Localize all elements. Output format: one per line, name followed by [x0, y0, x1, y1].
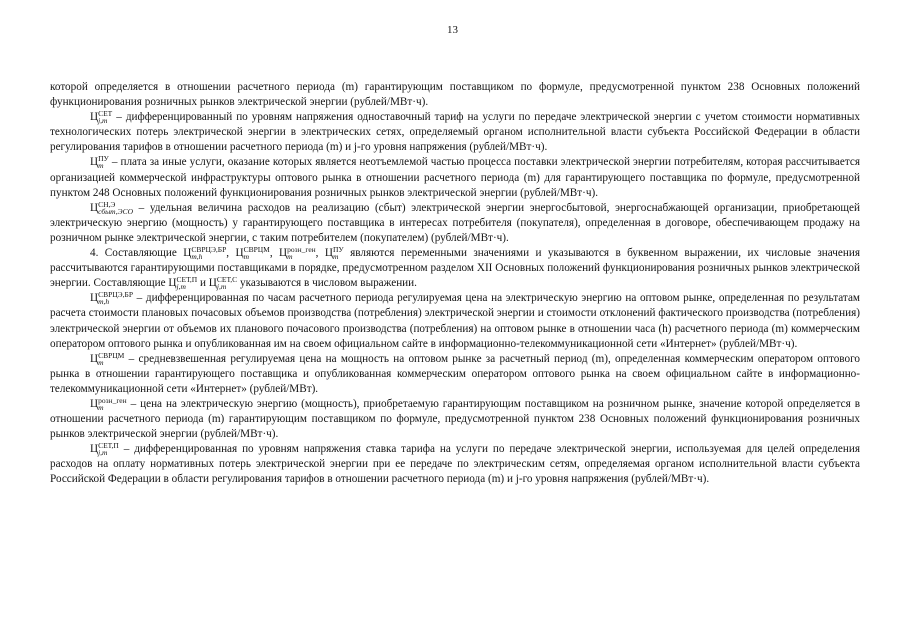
- paragraph-text: являются переменными значениями и указываются в буквенном выражении, их числовые значения рассчитываются гарантирующими поставщиками в порядке, предусмотренном разделом XII Основных положений функционирования розничных рынков электрической энергии. Составляющие: [50, 247, 861, 290]
- formula-symbol: [90, 395, 127, 412]
- formula-symbol: [90, 154, 109, 171]
- symbol-superscript: СВРЦЭ,БР: [98, 290, 133, 300]
- symbol-superscript: ПУ: [98, 154, 109, 164]
- formula-symbol: [168, 275, 198, 292]
- page-number: 13: [447, 24, 458, 36]
- symbol-subscript: j,m: [176, 282, 186, 292]
- symbol-subscript: m: [287, 252, 293, 262]
- symbol-superscript: розн_ген: [98, 395, 127, 405]
- paragraph: [50, 246, 860, 291]
- paragraph-text: ,: [315, 247, 325, 260]
- symbol-base: Ц: [90, 292, 99, 305]
- symbol-base: Ц: [235, 247, 244, 260]
- symbol-base: Ц: [324, 247, 333, 260]
- symbol-superscript: СВРЦМ: [243, 245, 270, 255]
- formula-symbol: [183, 245, 227, 262]
- paragraph-text: и: [197, 277, 209, 290]
- symbol-base: Ц: [183, 247, 192, 260]
- symbol-base: Ц: [168, 277, 177, 290]
- symbol-subscript: j,m: [216, 282, 227, 292]
- symbol-superscript: СЕТ,П: [98, 441, 119, 451]
- symbol-subscript: m: [243, 252, 249, 262]
- symbol-subscript: j,m: [98, 116, 108, 126]
- paragraph-text: – цена на электрическую энергию (мощность), приобретаемую гарантирующим поставщиком на розничном рынке, значение которой определяется в отношении расчетного периода (m) гарантирующим поставщиком по формуле, предусмотренной пунктом 238 Основных положений функционирования розничных рынков электрической энергии (рублей/МВт·ч).: [50, 397, 860, 441]
- paragraph-text: – дифференцированная по уровням напряжения ставка тарифа на услуги по передаче электрической энергии, используемая для целей определения расходов на оплату нормативных потерь электрической энергии при ее передаче по электрическим сетям, определяемая органом исполнительной власти субъекта Российской Федерации в области регулирования тарифов в отношении расчетного периода (m) и j-го уровня напряжения (рублей/МВт·ч).: [50, 443, 860, 486]
- formula-symbol: [90, 350, 125, 367]
- symbol-subscript: m: [98, 402, 104, 412]
- paragraph-text: – удельная величина расходов на реализацию (сбыт) электрической энергии энергосбытовой, энергоснабжающей организации, приобретающей электрическую энергию (мощность) у гарантирующего поставщика в интересах потребителя (покупателя), определенная в договоре, обеспечивающем продажу на розничном рынке электрической энергии, с таким потребителем (покупателем) (рублей/МВт·ч).: [50, 201, 860, 244]
- paragraph: [50, 397, 860, 442]
- symbol-superscript: СВРЦЭ,БР: [191, 245, 227, 255]
- paragraph: [50, 352, 860, 397]
- paragraph-text: – средневзвешенная регулируемая цена на мощность на оптовом рынке за расчетный период (m), определенная коммерческим оператором оптового рынка в отношении гарантирующего поставщика и опубликованная коммерческим оператором оптового рынка на своем официальном сайте в информационно-телекоммуникационной сети «Интернет» (рублей/МВт).: [50, 352, 860, 395]
- symbol-base: Ц: [90, 201, 99, 214]
- paragraph-text: указываются в числовом выражении.: [237, 277, 417, 290]
- symbol-superscript: СЕТ,П: [176, 275, 198, 285]
- symbol-superscript: розн_ген: [287, 245, 316, 255]
- paragraph-text: – дифференцированная по часам расчетного периода регулируемая цена на электрическую энергию на оптовом рынке, определенная по результатам расчета стоимости плановых почасовых объемов производства (потребления) электрической энергии и стоимости отклонений фактического производства (потребления) электрической энергии от объемов их планового почасового производства (потребления) на оптовом рынке в отношении часа (h) расчетного периода (m) коммерческим оператором оптового рынка и опубликованная им на своем официальном сайте в информационно-телекоммуникационной сети «Интернет» (рублей/МВт·ч).: [50, 292, 860, 350]
- symbol-base: Ц: [90, 352, 99, 365]
- formula-symbol: [90, 109, 113, 126]
- formula-symbol: [324, 245, 344, 262]
- paragraph: [50, 155, 860, 200]
- symbol-subscript: m,h: [98, 297, 110, 307]
- symbol-superscript: СВРЦМ: [98, 350, 125, 360]
- symbol-base: Ц: [208, 277, 217, 290]
- formula-symbol: [279, 245, 316, 262]
- symbol-base: Ц: [90, 397, 99, 410]
- symbol-base: Ц: [90, 156, 99, 169]
- symbol-subscript: m: [332, 252, 339, 262]
- symbol-subscript: m: [98, 357, 104, 367]
- paragraph-text: – плата за иные услуги, оказание которых является неотъемлемой частью процесса поставки электрической энергии потребителям, которая рассчитывается организацией коммерческой инфраструктуры оптового рынка в отношении расчетного периода (m) для гарантирующего поставщика по формуле, предусмотренной пунктом 248 Основных положений функционирования розничных рынков электрической энергии (рублей/МВт·ч).: [50, 156, 860, 199]
- paragraph-text: 4. Составляющие: [90, 247, 184, 260]
- paragraph: [50, 442, 860, 487]
- symbol-base: Ц: [90, 443, 99, 456]
- formula-symbol: [90, 441, 119, 458]
- symbol-subscript: j,m: [98, 448, 108, 458]
- symbol-subscript: сбыт,ЭСО: [98, 206, 133, 216]
- paragraph-text: ,: [226, 247, 236, 260]
- formula-symbol: [208, 275, 238, 292]
- symbol-superscript: СЕТ,С: [216, 275, 238, 285]
- paragraph-text: которой определяется в отношении расчетного периода (m) гарантирующим поставщиком по формуле, предусмотренной пунктом 238 Основных положений функционирования розничных рынков электрической энергии (рублей/МВт·ч).: [50, 81, 860, 109]
- paragraph-text: – дифференцированный по уровням напряжения одноставочный тариф на услуги по передаче электрической энергии с учетом стоимости нормативных технологических потерь электрической энергии в электрических сетях, определяемый органом исполнительной власти субъекта Российской Федерации в области регулирования тарифов в отношении расчетного периода (m) и j-го уровня напряжения (рублей/МВт·ч).: [50, 111, 860, 154]
- paragraph: [50, 291, 860, 351]
- symbol-subscript: m: [98, 161, 104, 171]
- symbol-superscript: ПУ: [332, 245, 344, 255]
- symbol-superscript: СЕТ: [98, 109, 113, 119]
- paragraph: [50, 110, 860, 155]
- paragraph: [50, 201, 860, 246]
- formula-symbol: [235, 245, 270, 262]
- paragraph: [50, 80, 860, 110]
- symbol-subscript: m,h: [191, 252, 203, 262]
- symbol-base: Ц: [279, 247, 288, 260]
- formula-symbol: [90, 199, 133, 216]
- symbol-superscript: СН,Э: [98, 199, 116, 209]
- formula-symbol: [90, 290, 133, 307]
- paragraph-text: ,: [269, 247, 280, 260]
- document-body: [50, 80, 860, 488]
- symbol-base: Ц: [90, 111, 99, 124]
